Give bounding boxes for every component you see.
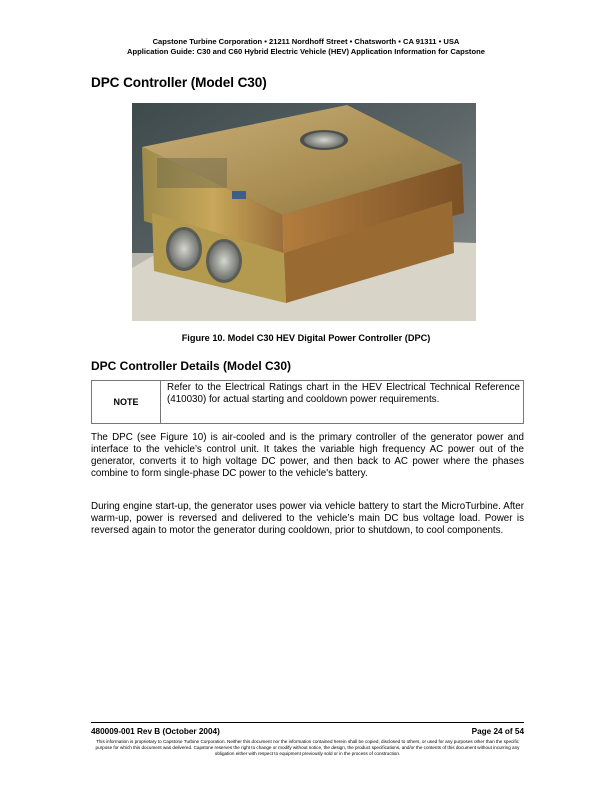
footer-doc-id: 480009-001 Rev B (October 2004) xyxy=(91,727,220,736)
footer-page-number: Page 24 of 54 xyxy=(471,727,524,736)
note-text: Refer to the Electrical Ratings chart in the HEV Electrical Technical Reference (410030) for actual starting and cooldown power requirements. xyxy=(167,382,520,405)
note-label: NOTE xyxy=(92,381,161,423)
fan-grille-left xyxy=(166,227,202,271)
figure-caption: Figure 10. Model C30 HEV Digital Power Controller (DPC) xyxy=(181,333,431,343)
header-address: Capstone Turbine Corporation • 21211 Nordhoff Street • Chatsworth • CA 91311 • USA xyxy=(152,37,460,46)
fan-grille-right xyxy=(206,239,242,283)
note-box xyxy=(91,380,524,424)
body-paragraph-2: During engine start-up, the generator uses power via vehicle battery to start the MicroTurbine. After warm-up, power is reversed and delivered to the vehicle’s main DC bus voltage load. Power is reversed again to motor the generator during cooldown, prior to shutdown, to cool components. xyxy=(91,501,524,537)
header-guide-title: Application Guide: C30 and C60 Hybrid Electric Vehicle (HEV) Application Information for Capstone xyxy=(127,47,485,56)
footer-divider xyxy=(91,722,524,723)
dpc-photo-illustration xyxy=(132,103,476,321)
section-title: DPC Controller (Model C30) xyxy=(91,75,267,90)
body-paragraph-1: The DPC (see Figure 10) is air-cooled and is the primary controller of the generator power and interface to the vehicle’s control unit. It takes the variable high frequency AC power out of the generator, converts it to high voltage DC power, and then back to AC power where the phases combine to form single-phase DC power to the vehicle's battery. xyxy=(91,432,524,480)
dpc-controller-photo xyxy=(132,103,476,321)
details-title: DPC Controller Details (Model C30) xyxy=(91,359,292,373)
footer-disclaimer: This information is proprietary to Capstone Turbine Corporation. Neither this document nor the information contained herein shall be copied, disclosed to others, or used for any purposes other than the specific purpose for which this document was delivered. Capstone reserves the right to change or modify without notice, the design, the product specifications, and/or the contents of this document without incurring any obligation either with respect to equipment previously sold or in the process of construction. xyxy=(95,739,520,756)
